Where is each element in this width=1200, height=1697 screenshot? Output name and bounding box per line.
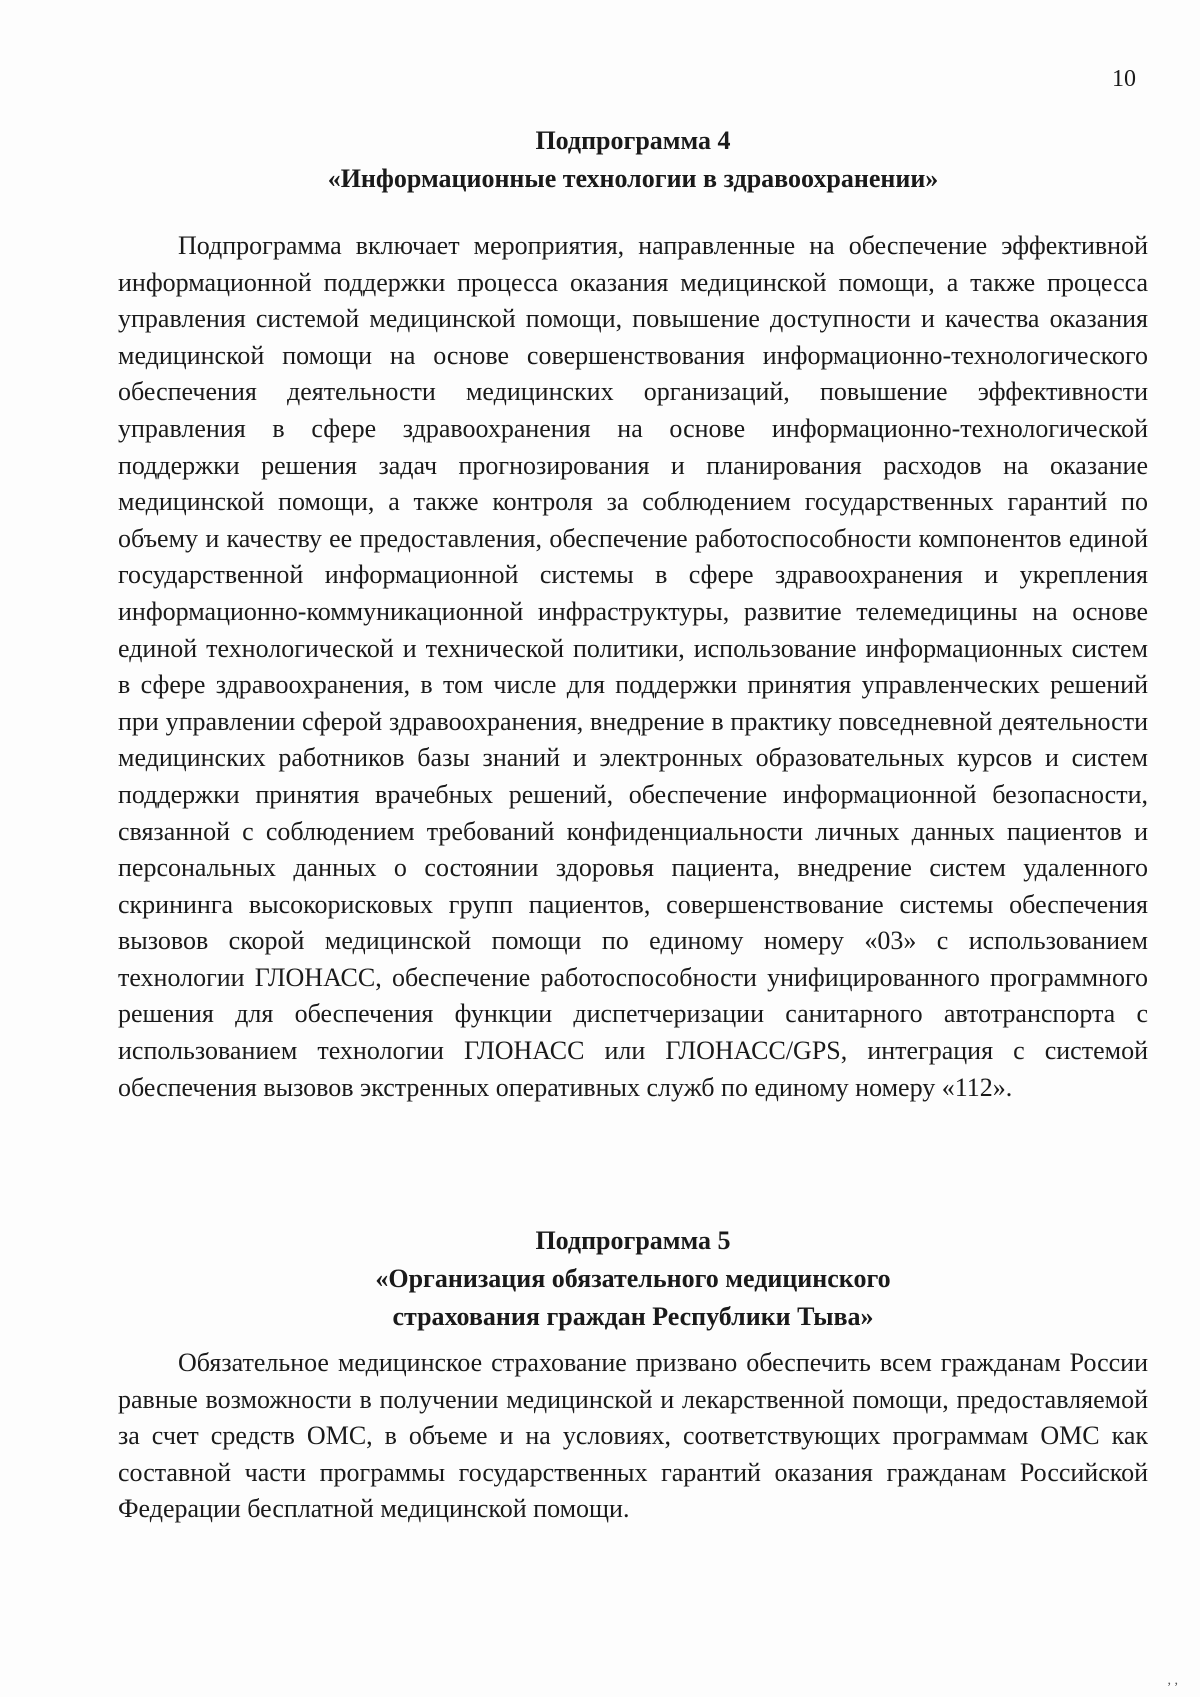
subprogram-4-name: «Информационные технологии в здравоохранении» [327, 164, 939, 193]
subprogram-5-name-line1: «Организация обязательного медицинского [375, 1264, 891, 1293]
subprogram-4-body [118, 228, 1148, 1106]
section-title [118, 122, 1148, 198]
subprogram-5-paragraph: Обязательное медицинское страхование призвано обеспечить всем гражданам России равные возможности в получении медицинской и лекарственной помощи, предоставляемой за счет средств ОМС, в объеме и на условиях, соответствующих программам ОМС как составной части программы государственных гарантий оказания гражданам Российской Федерации бесплатной медицинской помощи. [118, 1348, 1148, 1524]
section-title [118, 1222, 1148, 1336]
subprogram-4-paragraph: Подпрограмма включает мероприятия, направленные на обеспечение эффективной информационной поддержки процесса оказания медицинской помощи, а также процесса управления системой медицинской помощи, повышение доступности и качества оказания медицинской помощи на основе совершенствования информационно-технологического обеспечения деятельности медицинских организаций, повышение эффективности управления в сфере здравоохранения на основе информационно-технологической поддержки решения задач прогнозирования и планирования расходов на оказание медицинской помощи, а также контроля за соблюдением государственных гарантий по объему и качеству ее предоставления, обеспечение работоспособности компонентов единой государственной информационной системы в сфере здравоохранения и укрепления информационно-коммуникационной инфраструктуры, развитие телемедицины на основе единой технологической и технической политики, использование информационных систем в сфере здравоохранения, в том числе для поддержки принятия управленческих решений при управлении сферой здравоохранения, внедрение в практику повседневной деятельности медицинских работников базы знаний и электронных образовательных курсов и систем поддержки принятия врачебных решений, обеспечение информационной безопасности, связанной с соблюдением требований конфиденциальности личных данных пациентов и персональных данных о состоянии здоровья пациента, внедрение систем удаленного скрининга высокорисковых групп пациентов, совершенствование системы обеспечения вызовов скорой медицинской помощи по единому номеру «03» с использованием технологии ГЛОНАСС, обеспечение работоспособности унифицированного программного решения для обеспечения функции диспетчеризации санитарного автотранспорта с использованием технологии ГЛОНАСС или ГЛОНАСС/GPS, интеграция с системой обеспечения вызовов экстренных оперативных служб по единому номеру «112». [118, 231, 1148, 1102]
subprogram-4-label: Подпрограмма 4 [535, 126, 731, 155]
subprogram-5-label: Подпрограмма 5 [535, 1226, 731, 1255]
subprogram-5-name-line2: страхования граждан Республики Тыва» [392, 1302, 874, 1331]
subprogram-4-heading [118, 122, 1148, 198]
scan-corner-mark: , , [1167, 1673, 1178, 1688]
subprogram-5-body [118, 1345, 1148, 1528]
page-number: 10 [1112, 66, 1136, 92]
subprogram-5-heading [118, 1222, 1148, 1336]
